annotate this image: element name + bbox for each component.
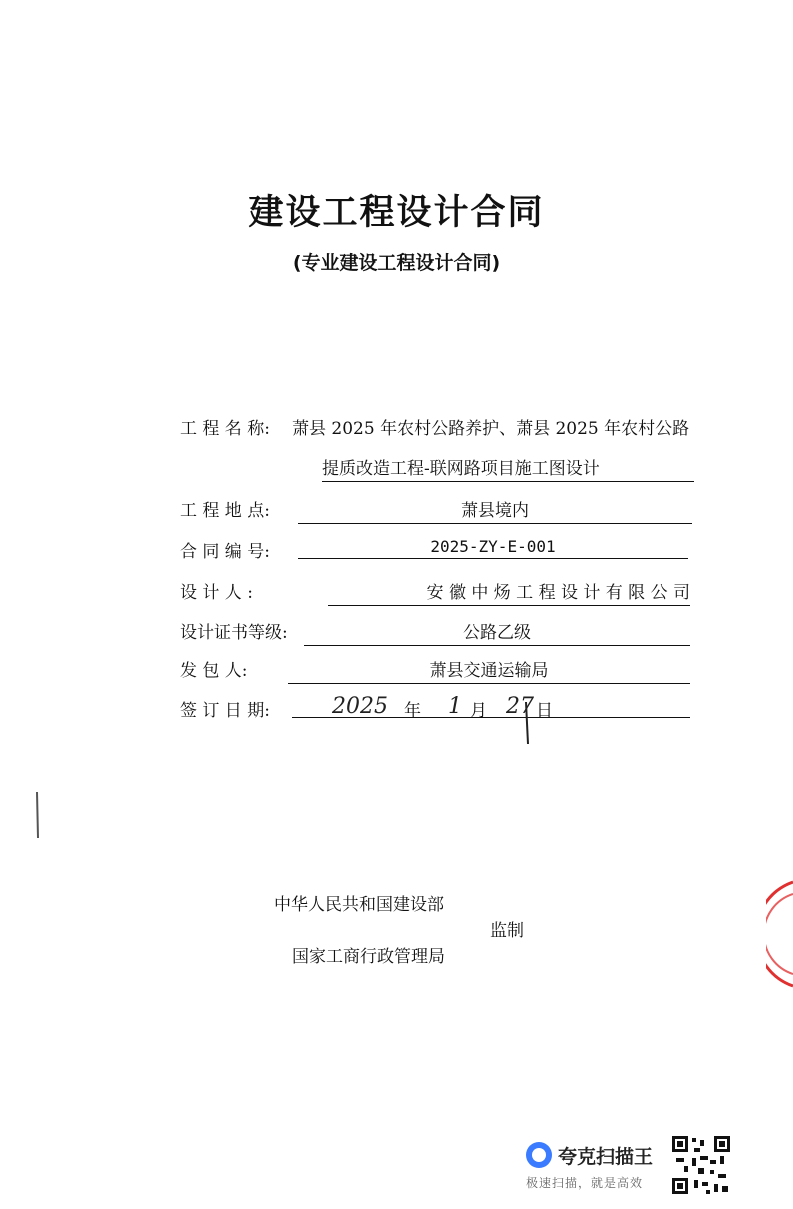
client-label: 发 包 人: <box>180 661 248 681</box>
date-year-handwritten: 2025 <box>332 694 388 719</box>
scanner-logo-icon <box>526 1142 552 1168</box>
cert-level-value: 公路乙级 <box>304 618 690 646</box>
document-subtitle: (专业建设工程设计合同) <box>292 252 501 274</box>
scanner-watermark <box>518 1136 666 1196</box>
qr-code-icon <box>670 1134 732 1196</box>
issuer-construction-ministry: 中华人民共和国建设部 <box>274 895 444 915</box>
designer-label: 设 计 人 : <box>180 583 253 603</box>
scanner-brand: 夸克扫描王 <box>558 1146 654 1168</box>
project-name-label: 工 程 名 称: <box>180 419 270 439</box>
project-name-line2: 提质改造工程-联网路项目施工图设计 <box>322 454 694 482</box>
date-month-unit: 月 <box>470 701 487 721</box>
location-value: 萧县境内 <box>298 496 692 524</box>
date-day-handwritten: 27 <box>506 694 534 719</box>
designer-value: 安 徽 中 炀 工 程 设 计 有 限 公 司 <box>328 578 690 606</box>
location-label: 工 程 地 点: <box>180 501 270 521</box>
red-seal-fragment <box>766 880 793 990</box>
date-year-unit: 年 <box>404 701 421 721</box>
document-title: 建设工程设计合同 <box>248 193 545 233</box>
date-month-handwritten: 1 <box>448 694 462 719</box>
contract-no-value: 2025-ZY-E-001 <box>298 537 688 559</box>
issuer-saic: 国家工商行政管理局 <box>292 947 445 967</box>
date-day-unit: 日 <box>536 701 553 721</box>
contract-no-label: 合 同 编 号: <box>180 542 270 562</box>
binding-mark <box>32 790 42 840</box>
project-name-line1: 萧县 2025 年农村公路养护、萧县 2025 年农村公路 <box>292 419 690 439</box>
scanner-tagline: 极速扫描，就是高效 <box>526 1176 644 1190</box>
handwritten-stroke <box>520 700 532 746</box>
date-label: 签 订 日 期: <box>180 701 270 721</box>
cert-level-label: 设计证书等级: <box>180 623 288 643</box>
client-value: 萧县交通运输局 <box>288 656 690 684</box>
supervise-label: 监制 <box>490 921 524 941</box>
